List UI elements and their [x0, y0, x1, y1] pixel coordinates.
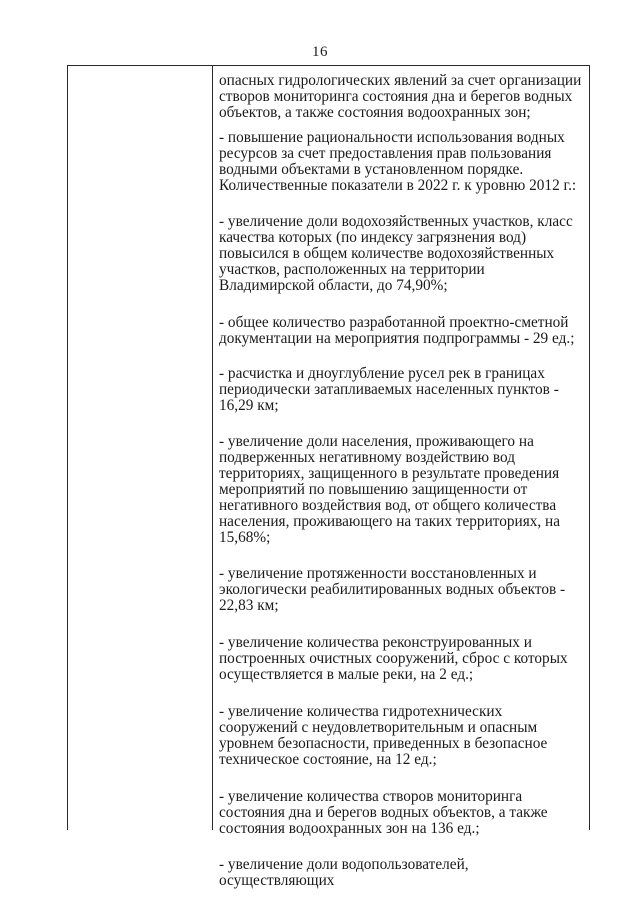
paragraph-population-protection: - увеличение доли населения, проживающего на подверженных негативному воздействию вод территориях, защищенного в результате проведения мероприятий по повышению защищенности от негативного воздействия вод, от общего количества населения, проживающего на таких территориях, на 15,68%;	[219, 433, 561, 546]
paragraph-rational-use: - повышение рациональности использования водных ресурсов за счет предоставления прав пользования водными объектами в установленном порядке. Количественные показатели в 2022 г. к уровню 2012 г.:	[219, 129, 577, 194]
content-table	[67, 65, 590, 889]
page-number: 16	[312, 44, 328, 60]
paragraph-water-users-share: - увеличение доли водопользователей, осуществляющих	[219, 856, 469, 889]
paragraph-design-documentation: - общее количество разработанной проектно-сметной документации на мероприятия подпрограммы - 29 ед.;	[219, 314, 575, 347]
paragraph-treatment-facilities: - увеличение количества реконструированных и построенных очистных сооружений, сброс с которых осуществляется в малые реки, на 2 ед.;	[219, 634, 568, 683]
table-right-column	[213, 66, 589, 889]
paragraph-restored-water-bodies: - увеличение протяженности восстановленных и экологически реабилитированных водных объектов - 22,83 км;	[219, 565, 566, 614]
paragraph-hydraulic-structures: - увеличение количества гидротехнических сооружений с неудовлетворительным и опасным уровнем безопасности, приведенных в безопасное техническое состояние, на 12 ед.;	[219, 703, 548, 768]
paragraph-monitoring-sections: - увеличение количества створов мониторинга состояния дна и берегов водных объектов, а также состояния водоохранных зон на 136 ед.;	[219, 788, 548, 837]
paragraph-water-quality-share: - увеличение доли водохозяйственных участков, класс качества которых (по индексу загрязнения вод) повысился в общем количестве водохозяйственных участков, расположенных на территории Владимирской области, до 74,90%;	[219, 213, 573, 294]
table-left-column	[68, 66, 213, 830]
paragraph-riverbed-clearing: - расчистка и дноуглубление русел рек в границах периодически затапливаемых населенных пунктов - 16,29 км;	[219, 365, 559, 414]
paragraph-monitoring-continuation: опасных гидрологических явлений за счет организации створов мониторинга состояния дна и берегов водных объектов, а также состояния водоохранных зон;	[219, 72, 582, 121]
